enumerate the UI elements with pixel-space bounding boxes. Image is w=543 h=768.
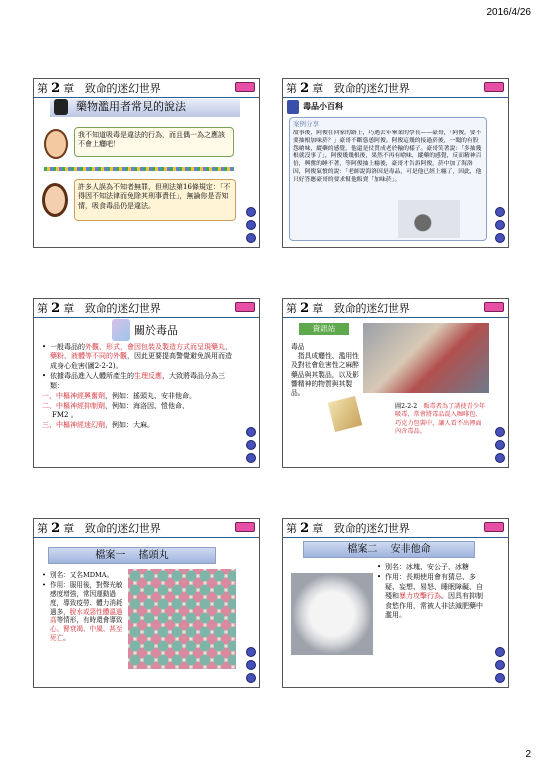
- nav-prev-icon[interactable]: [495, 207, 505, 217]
- figure-icon: [54, 99, 68, 115]
- packet-photo: [328, 396, 362, 432]
- logo-icon: [484, 522, 504, 532]
- nav-next-icon[interactable]: [246, 233, 256, 243]
- slide-header: [283, 79, 508, 98]
- slide-header: [34, 519, 259, 538]
- slide-title: 檔案一 搖頭丸: [48, 547, 216, 564]
- chapter-title: 第 2 章 致命的迷幻世界: [37, 521, 161, 536]
- slide-title: 關於毒品: [134, 324, 178, 337]
- speech-bubble-2: 許多人誤為不知者無罪，但刑法第16條規定：「不得因不知法律而免除其刑事責任」，無論你是否知情，吸食毒品仍是違法。: [74, 179, 236, 221]
- case-box: [289, 117, 487, 241]
- chapter-title: 第 2 章 致命的迷幻世界: [37, 81, 161, 96]
- slide-title: 藥物濫用者常見的說法: [50, 99, 240, 117]
- slide-body: [42, 571, 124, 644]
- figure-caption: 圖2-2-2 販毒者為了誘使青少年吸毒，常會將毒品混入咖啡包、巧克力包裝中，讓人看不出裡面內含毒品。: [395, 403, 486, 436]
- ecstasy-pills-photo: [128, 569, 236, 669]
- slide-nav: [495, 424, 505, 463]
- nav-home-icon[interactable]: [495, 440, 505, 450]
- nav-prev-icon[interactable]: [495, 647, 505, 657]
- slide-nav: [246, 644, 256, 683]
- nav-home-icon[interactable]: [495, 220, 505, 230]
- category-2: 二、中樞神經抑制劑，例如：海洛因、愷他命、: [42, 401, 189, 410]
- bullet-1: • 一般毒品的外觀、形式，會因包裝及製造方式而呈現藥丸、藥粉、液體等不同的外觀，因此更要提高警覺避免誤用而造成身心危害(圖2-2-2)。: [42, 343, 238, 371]
- category-1: 一、中樞神經興奮劑，例如：搖頭丸、安非他命。: [42, 392, 196, 401]
- seized-drugs-photo: [363, 323, 489, 393]
- nav-prev-icon[interactable]: [246, 427, 256, 437]
- slide-header: [283, 299, 508, 318]
- case-title: 案例分享: [293, 120, 319, 128]
- section-label: 資訊站: [299, 323, 349, 335]
- nav-home-icon[interactable]: [246, 440, 256, 450]
- nav-home-icon[interactable]: [246, 220, 256, 230]
- slide-body: [42, 343, 238, 430]
- category-2-cont: FM2 。: [52, 411, 78, 420]
- boy-avatar-icon: [44, 129, 68, 159]
- book-icon: [287, 100, 299, 114]
- alias-bullet: • 別名：又名MDMA。: [42, 571, 124, 580]
- nav-next-icon[interactable]: [495, 673, 505, 683]
- logo-icon: [484, 82, 504, 92]
- case-text: 故事後，阿俊在回家的路上，巧遇去年畢業的學長——豪哥，「阿俊，要不要抽根加味菸？」豪哥不斷慫恿阿俊。阿俊這幾的接過菸後，一聞的有股怨嗆味，縱藥的感覺，他還是仗質成老於輸的樣子。豪哥笑著說：「多抽幾根就沒事了」，阿俊幾幾根後，果然不再有嗆味，縱藥的感覺，反而精神百倍，興奮的睡不著，等阿俊抽上癮後，豪哥才告訴阿俊，菸中加了海洛因，阿俊氣憤的說：「老師說海洛因是毒品，可是他已經上癮了，因此，他只好答應豪哥的要求幫他販賣「加味菸」。: [293, 130, 482, 183]
- slide-3: [33, 298, 260, 468]
- illustration-image: [398, 200, 460, 238]
- bullet-2: • 依據毒品進入人體所產生的生理反應，大致將毒品分為三類：: [42, 372, 238, 391]
- slide-nav: [495, 644, 505, 683]
- figure-icon: [112, 319, 130, 341]
- slide-nav: [246, 424, 256, 463]
- nav-home-icon[interactable]: [495, 660, 505, 670]
- chapter-title: 第 2 章 致命的迷幻世界: [286, 301, 410, 316]
- slide-title: 檔案二 安非他命: [303, 541, 475, 558]
- chapter-title: 第 2 章 致命的迷幻世界: [286, 521, 410, 536]
- logo-icon: [235, 522, 255, 532]
- slide-1: [33, 78, 260, 248]
- slide-4: [282, 298, 509, 468]
- nav-prev-icon[interactable]: [246, 207, 256, 217]
- nav-home-icon[interactable]: [246, 660, 256, 670]
- speech-bubble-1: 我不知道吸毒是違法的行為，而且偶一為之應該不會上癮吧！: [74, 127, 234, 157]
- category-3: 三、中樞神經迷幻劑，例如：大麻。: [42, 420, 154, 429]
- nav-next-icon[interactable]: [246, 673, 256, 683]
- effect-bullet: • 作用：長期使用會有猜忌、多疑、妄想、易怒、睡眠障礙、自殘和暴力攻擊行為。因具有抑制食慾作用，常被人非法減肥藥中濫用。: [377, 573, 487, 620]
- section-label: 毒品小百科: [303, 102, 343, 111]
- divider-strip: [44, 167, 234, 171]
- nav-prev-icon[interactable]: [495, 427, 505, 437]
- slide-nav: [246, 204, 256, 243]
- amphetamine-photo: [291, 573, 373, 655]
- nav-next-icon[interactable]: [495, 233, 505, 243]
- slide-6: [282, 518, 509, 688]
- slide-nav: [495, 204, 505, 243]
- chapter-title: 第 2 章 致命的迷幻世界: [286, 81, 410, 96]
- chapter-title: 第 2 章 致命的迷幻世界: [37, 301, 161, 316]
- slide-body: [377, 563, 487, 622]
- slide-2: [282, 78, 509, 248]
- slide-header: [34, 299, 259, 318]
- nav-next-icon[interactable]: [246, 453, 256, 463]
- logo-icon: [235, 302, 255, 312]
- logo-icon: [484, 302, 504, 312]
- page-number: 2: [525, 749, 531, 760]
- girl-avatar-icon: [42, 183, 68, 217]
- slide-header: [283, 519, 508, 538]
- nav-prev-icon[interactable]: [246, 647, 256, 657]
- alias-bullet: • 別名：冰塊、安公子、冰糖: [377, 563, 487, 572]
- slide-header: [34, 79, 259, 98]
- print-date: 2016/4/26: [486, 7, 531, 18]
- logo-icon: [235, 82, 255, 92]
- slide-5: [33, 518, 260, 688]
- effect-bullet: • 作用：服用後，對聲光敏感度增強，常因運動過度，導致疫勞、體力消耗過多，脫水或惡性體溫過高等情形，有時還會導致心、腎衰竭、中風、甚至死亡。: [42, 581, 124, 643]
- nav-next-icon[interactable]: [495, 453, 505, 463]
- info-text: 毒品 指具成癮性、濫用性及對社會危害性之麻醉藥品與其製品，以及影響精神的物質與其製品。: [291, 343, 359, 397]
